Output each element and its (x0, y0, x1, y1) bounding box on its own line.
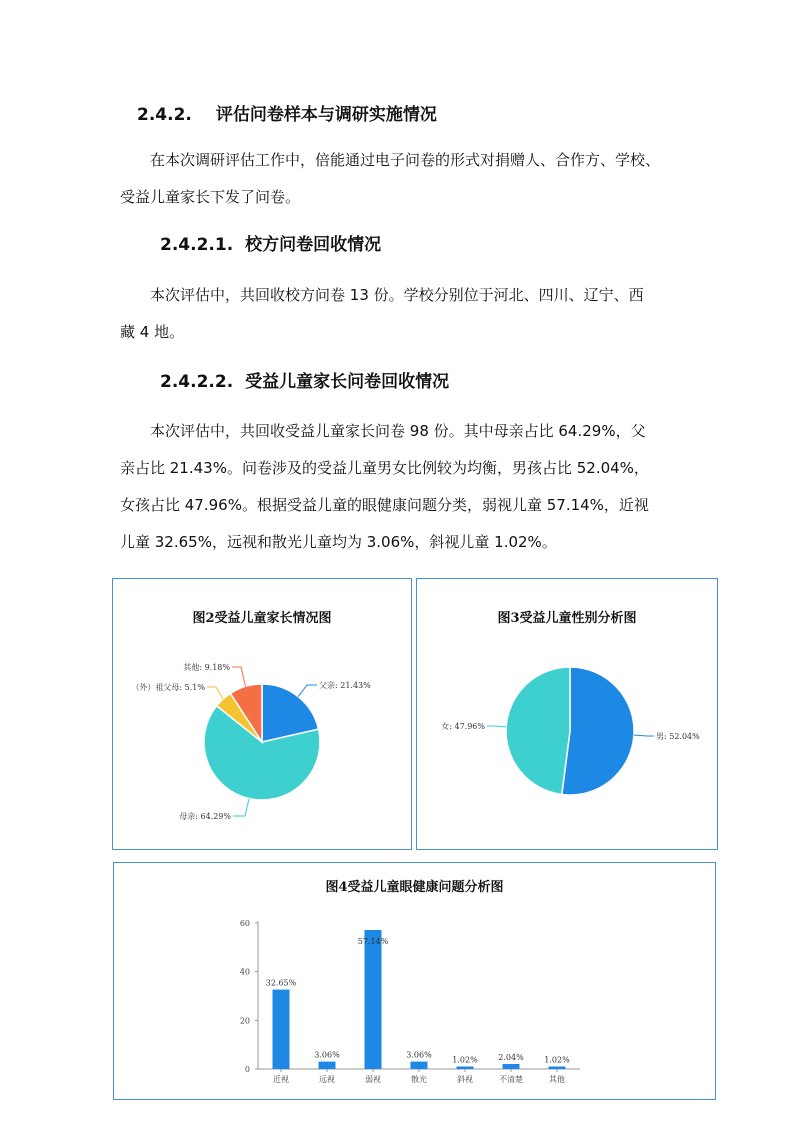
section-number: 2.4.2. (137, 105, 192, 125)
y-tick-label: 40 (239, 967, 250, 977)
bar-value-label: 3.06% (314, 1050, 340, 1060)
text-line: 受益儿童家长下发了问卷。 (120, 188, 301, 206)
bar (411, 1062, 428, 1069)
pie-chart-svg (113, 579, 411, 849)
chart-parent-pie (112, 578, 412, 850)
text-line: 本次评估中，共回收校方问卷 13 份。学校分别位于河北、四川、辽宁、西 (150, 286, 644, 304)
text-line: 亲占比 21.43%。问卷涉及的受益儿童男女比例较为均衡，男孩占比 52.04%， (120, 459, 649, 477)
text-line: 在本次调研评估工作中，倍能通过电子问卷的形式对捐赠人、合作方、学校、 (150, 151, 661, 169)
paragraph-1 (120, 277, 676, 351)
subsection-heading-2 (160, 367, 449, 392)
bar-value-label: 3.06% (406, 1050, 432, 1060)
pie-slice (506, 667, 570, 794)
bar-chart-svg (114, 863, 715, 1099)
pie-slice (562, 667, 634, 795)
section-heading (137, 100, 437, 125)
section-title: 评估问卷样本与调研实施情况 (215, 105, 437, 125)
x-tick-label: 不清楚 (499, 1075, 523, 1084)
subsection-title: 受益儿童家长问卷回收情况 (245, 372, 450, 392)
bar-value-label: 32.65% (265, 978, 297, 988)
slice-label: 父亲: 21.43% (319, 681, 371, 690)
x-tick-label: 斜视 (457, 1075, 473, 1084)
paragraph-2 (120, 413, 676, 561)
intro-paragraph (120, 142, 676, 216)
bar-value-label: 2.04% (498, 1053, 524, 1062)
y-tick-label: 20 (239, 1016, 250, 1026)
slice-label: 其他: 9.18% (183, 663, 230, 672)
chart-title: 图2受益儿童家长情况图 (192, 611, 332, 626)
bar-value-label: 57.14% (357, 937, 389, 946)
slice-label: 母亲: 64.29% (179, 812, 231, 821)
chart-eye-health-bar (113, 862, 716, 1100)
text-line: 本次评估中，共回收受益儿童家长问卷 98 份。其中母亲占比 64.29%，父 (150, 422, 646, 440)
x-tick-label: 其他 (549, 1075, 565, 1084)
bar (365, 930, 382, 1069)
x-tick-label: 远视 (319, 1075, 335, 1084)
bar (273, 990, 290, 1069)
leader-line (298, 685, 317, 697)
chart-title: 图3受益儿童性别分析图 (497, 611, 637, 626)
bar (549, 1067, 566, 1070)
slice-label: 女: 47.96% (441, 722, 485, 731)
text-line: 儿童 32.65%，远视和散光儿童均为 3.06%，斜视儿童 1.02%。 (120, 533, 557, 551)
bar (457, 1067, 474, 1070)
leader-line (232, 667, 246, 686)
x-tick-label: 散光 (411, 1075, 427, 1084)
slice-label: （外）祖父母: 5.1% (131, 683, 205, 692)
subsection-number: 2.4.2.2. (160, 372, 234, 392)
subsection-number: 2.4.2.1. (160, 235, 234, 255)
text-line: 女孩占比 47.96%。根据受益儿童的眼健康问题分类，弱视儿童 57.14%，近视 (120, 496, 649, 514)
bar-value-label: 1.02% (452, 1055, 478, 1065)
leader-line (207, 687, 223, 699)
leader-line (233, 799, 249, 817)
subsection-title: 校方问卷回收情况 (245, 235, 382, 255)
x-tick-label: 近视 (273, 1075, 289, 1084)
y-tick-label: 60 (239, 919, 250, 928)
chart-gender-pie (416, 578, 718, 850)
bar (503, 1064, 520, 1069)
bar (319, 1062, 336, 1069)
chart-title: 图4受益儿童眼健康问题分析图 (325, 880, 504, 895)
leader-line (634, 735, 654, 736)
y-tick-label: 0 (244, 1065, 250, 1074)
subsection-heading-1 (160, 230, 381, 255)
x-tick-label: 弱视 (365, 1075, 381, 1084)
leader-line (487, 726, 506, 727)
pie-chart-svg (417, 579, 717, 849)
slice-label: 男: 52.04% (656, 732, 700, 741)
text-line: 藏 4 地。 (120, 323, 185, 341)
bar-value-label: 1.02% (544, 1055, 570, 1065)
